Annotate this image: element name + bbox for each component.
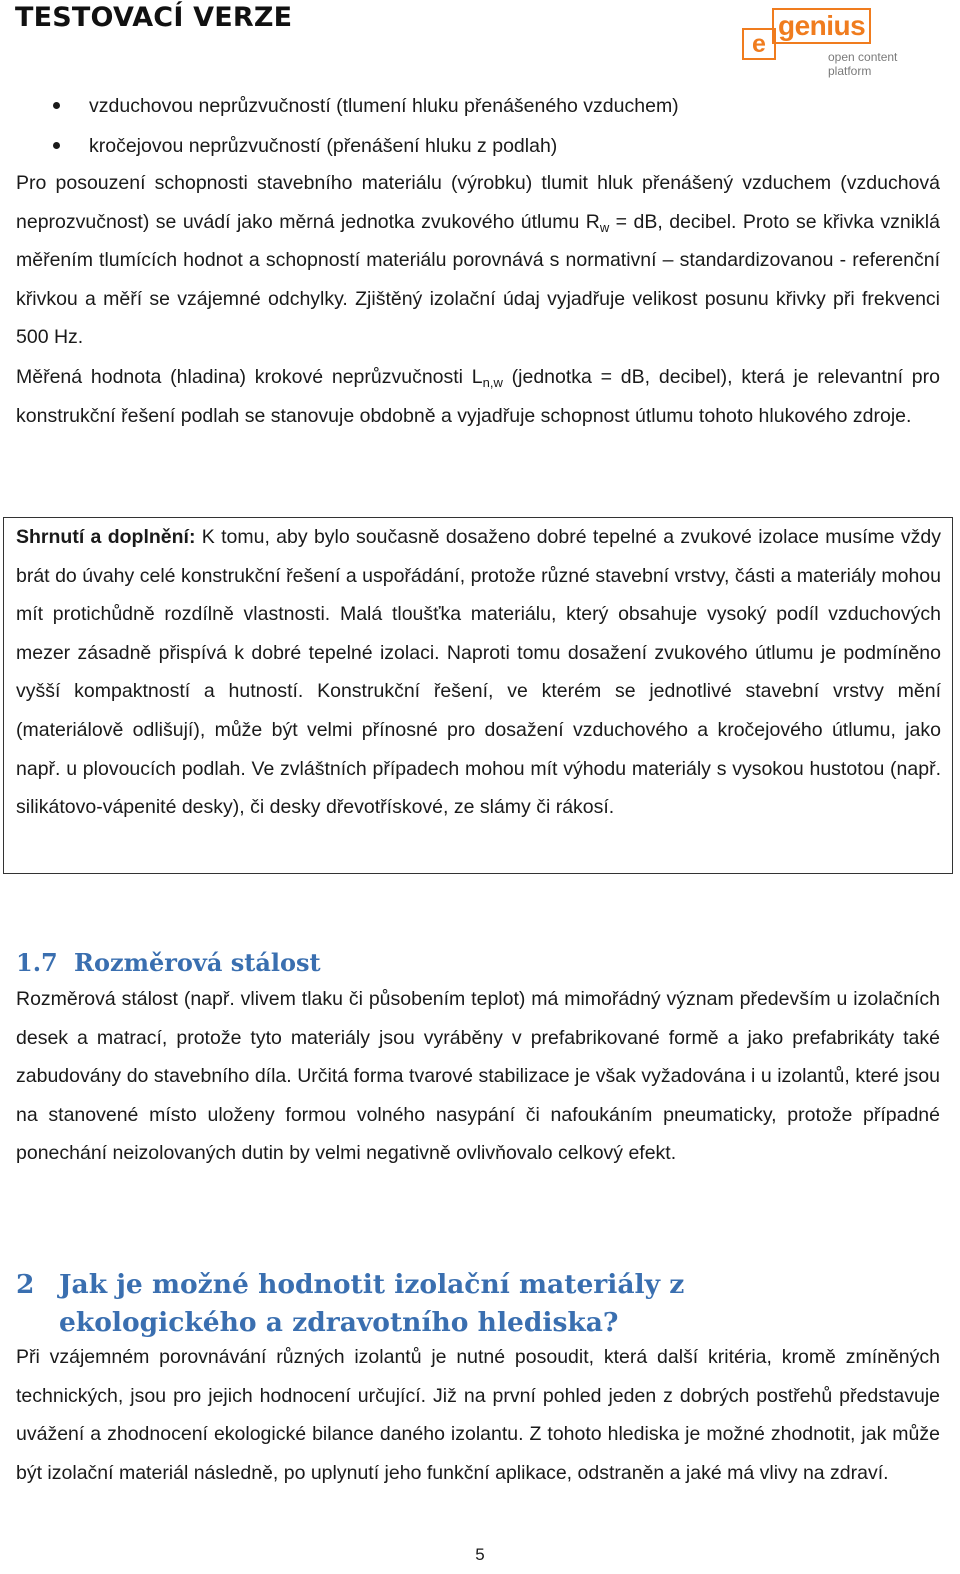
summary-lead: Shrnutí a doplnění: xyxy=(16,526,196,548)
paragraph-dimensional-stability: Rozměrová stálost (např. vlivem tlaku či působením teplot) má mimořádný význam především u izolačních desek a matrací, protože tyto materiály jsou vyráběny v prefabrikované formě a jako prefabrikáty také zabudovány do stavebního díla. Určitá forma tvarové stabilizace je však vyžadována i u izolantů, které jsou na stanovené místo uloženy formou volného nasypání či nafoukáním pneumaticky, protože případné ponechání neizolovaných dutin by velmi negativně ovlivňovalo celkový efekt. xyxy=(16,988,940,1165)
summary-box xyxy=(3,517,953,874)
summary-text: K tomu, aby bylo současně dosaženo dobré tepelné a zvukové izolace musíme vždy brát do úvahy celé konstrukční řešení a uspořádání, protože různé stavební vrstvy, části a materiály mohou mít protichůdně rozdílně vlastnosti. Malá tloušťka materiálu, který obsahuje vysoký podíl vzduchových mezer zásadně přispívá k dobré tepelné izolaci. Naproti tomu dosažení zvukového útlumu je podmíněno vyšší kompaktností a hutností. Konstrukční řešení, ve kterém se jednotlivé stavební vrstvy mění (materiálově odlišují), může být velmi přínosné pro dosažení vzduchového a kročejového útlumu, jako např. u plovoucích podlah. Ve zvláštních případech mohou mít výhodu materiály s vysokou hustotou (např. silikátovo-vápenité desky), či desky dřevotřískové, ze slámy či rákosí. xyxy=(16,526,941,819)
paragraph-airborne-insulation: Pro posouzení schopnosti stavebního materiálu (výrobku) tlumit hluk přenášený vzduchem (vzduchová neprozvučnost) se uvádí jako měrná jednotka zvukového útlumu $R_w$ = dB, decibel. Proto se křivka vzniklá měřením tlumících hodnot a schopností materiálu porovnává s normativní – standardizovanou - referenční křivkou a měří se vzájemné odchylky. Zjištěný izolační údaj vyjadřuje velikost posunu křivky při frekvenci 500 Hz. xyxy=(16,172,940,349)
logo-wordmark: genius xyxy=(772,8,871,44)
section-number: 1.7 xyxy=(16,948,58,977)
list-item xyxy=(16,126,940,166)
list-item-text: vzduchovou neprůzvučností (tlumení hluku přenášeného vzduchem) xyxy=(89,95,679,117)
section-heading-1-7 xyxy=(16,948,321,977)
list-item xyxy=(16,86,940,126)
summary-paragraph xyxy=(16,518,941,827)
logo-e-mark: e xyxy=(742,28,776,60)
bullet-icon xyxy=(53,102,60,109)
paragraph-ecological-evaluation: Při vzájemném porovnávání různých izolantů je nutné posoudit, která další kritéria, kromě zmíněných technických, jsou pro jejich hodnocení určující. Již na první pohled jeden z dobrých postřehů představuje uvážení a zhodnocení ekologické bilance daného izolantu. Z tohoto hlediska je možné zhodnotit, jak může být izolační materiál následně, po uplynutí jeho funkční aplikace, odstraněn a jaké má vlivy na zdraví. xyxy=(16,1346,940,1484)
chapter-number: 2 xyxy=(16,1269,35,1300)
watermark-text: TESTOVACÍ VERZE xyxy=(15,2,293,33)
page-number: 5 xyxy=(475,1545,485,1564)
bullet-list xyxy=(16,86,940,166)
egenius-logo xyxy=(742,2,912,80)
list-item-text: kročejovou neprůzvučností (přenášení hluku z podlah) xyxy=(89,135,558,157)
subscript-nw: n,w xyxy=(482,375,503,390)
subscript-w: w xyxy=(599,219,610,235)
paragraph-impact-insulation: Měřená hodnota (hladina) krokové neprůzvučnosti $L_{n,w}$ (jednotka = dB, decibel), která je relevantní pro konstrukční řešení podlah se stanovuje obdobně a vyjadřuje schopnost útlumu tohoto hlukového zdroje. xyxy=(16,366,940,427)
chapter-title: Jak je možné hodnotit izolační materiály z ekologického a zdravotního hlediska? xyxy=(59,1269,685,1338)
section-title: Rozměrová stálost xyxy=(74,948,321,977)
logo-tagline: open content platform xyxy=(828,50,898,78)
bullet-icon xyxy=(53,142,60,149)
chapter-heading-2 xyxy=(16,1266,859,1342)
